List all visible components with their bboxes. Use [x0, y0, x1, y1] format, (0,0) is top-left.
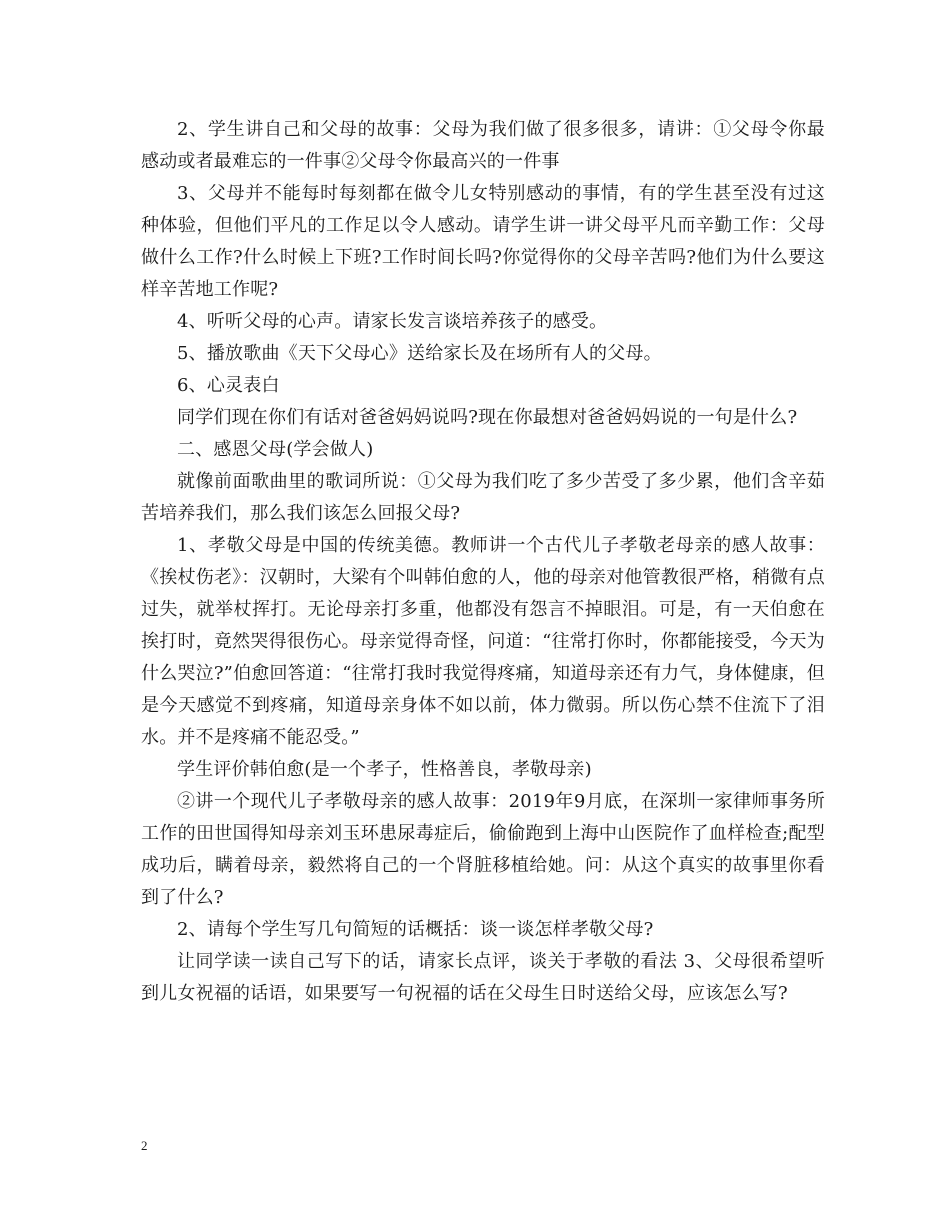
paragraph-song: 5、播放歌曲《天下父母心》送给家长及在场所有人的父母。 — [177, 343, 662, 364]
body-text — [141, 114, 825, 1010]
section-heading: 二、感恩父母(学会做人) — [177, 439, 374, 460]
paragraph-lyrics: 就像前面歌曲里的歌词所说：①父母为我们吃了多少苦受了多少累，他们含辛茹苦培养我们，那么我们该怎么回报父母? — [141, 471, 825, 524]
paragraph-heart-confession: 6、心灵表白 — [177, 375, 280, 396]
paragraph-ancient-story: 1、孝敬父母是中国的传统美德。教师讲一个古代儿子孝敬老母亲的感人故事：《挨杖伤老》：汉朝时，大梁有个叫韩伯愈的人，他的母亲对他管教很严格，稍微有点过失，就举杖挥打。无论母亲打多重，他都没有怨言不掉眼泪。可是，有一天伯愈在挨打时，竟然哭得很伤心。母亲觉得奇怪，问道：“往常打你时，你都能接受，今天为什么哭泣?”伯愈回答道：“往常打我时我觉得疼痛，知道母亲还有力气，身体健康，但是今天感觉不到疼痛，知道母亲身体不如以前，体力微弱。所以伤心禁不住流下了泪水。并不是疼痛不能忍受。” — [141, 535, 825, 748]
paragraph-story-prompt: 2、学生讲自己和父母的故事：父母为我们做了很多很多，请讲：①父母令你最感动或者最难忘的一件事②父母令你最高兴的一件事 — [141, 119, 825, 172]
paragraph-reading-task: 让同学读一读自己写下的话，请家长点评，谈关于孝敬的看法 3、父母很希望听到儿女祝福的话语，如果要写一句祝福的话在父母生日时送给父母，应该怎么写? — [141, 951, 825, 1004]
paragraph-parents-work: 3、父母并不能每时每刻都在做令儿女特别感动的事情，有的学生甚至没有过这种体验，但他们平凡的工作足以令人感动。请学生讲一讲父母平凡而辛勤工作：父母做什么工作?什么时候上下班?工作时间长吗?你觉得你的父母辛苦吗?他们为什么要这样辛苦地工作呢? — [141, 183, 825, 300]
paragraph-writing-task: 2、请每个学生写几句简短的话概括：谈一谈怎样孝敬父母? — [177, 919, 654, 940]
page-number: 2 — [141, 1138, 148, 1153]
paragraph-parents-voice: 4、听听父母的心声。请家长发言谈培养孩子的感受。 — [177, 311, 608, 332]
paragraph-evaluation: 学生评价韩伯愈(是一个孝子，性格善良，孝敬母亲) — [177, 759, 592, 780]
paragraph-modern-story: ②讲一个现代儿子孝敬母亲的感人故事：2019年9月底，在深圳一家律师事务所工作的田世国得知母亲刘玉环患尿毒症后，偷偷跑到上海中山医院作了血样检查;配型成功后，瞒着母亲，毅然将自己的一个肾脏移植给她。问：从这个真实的故事里你看到了什么? — [141, 791, 825, 908]
paragraph-question: 同学们现在你们有话对爸爸妈妈说吗?现在你最想对爸爸妈妈说的一句是什么? — [177, 407, 798, 428]
